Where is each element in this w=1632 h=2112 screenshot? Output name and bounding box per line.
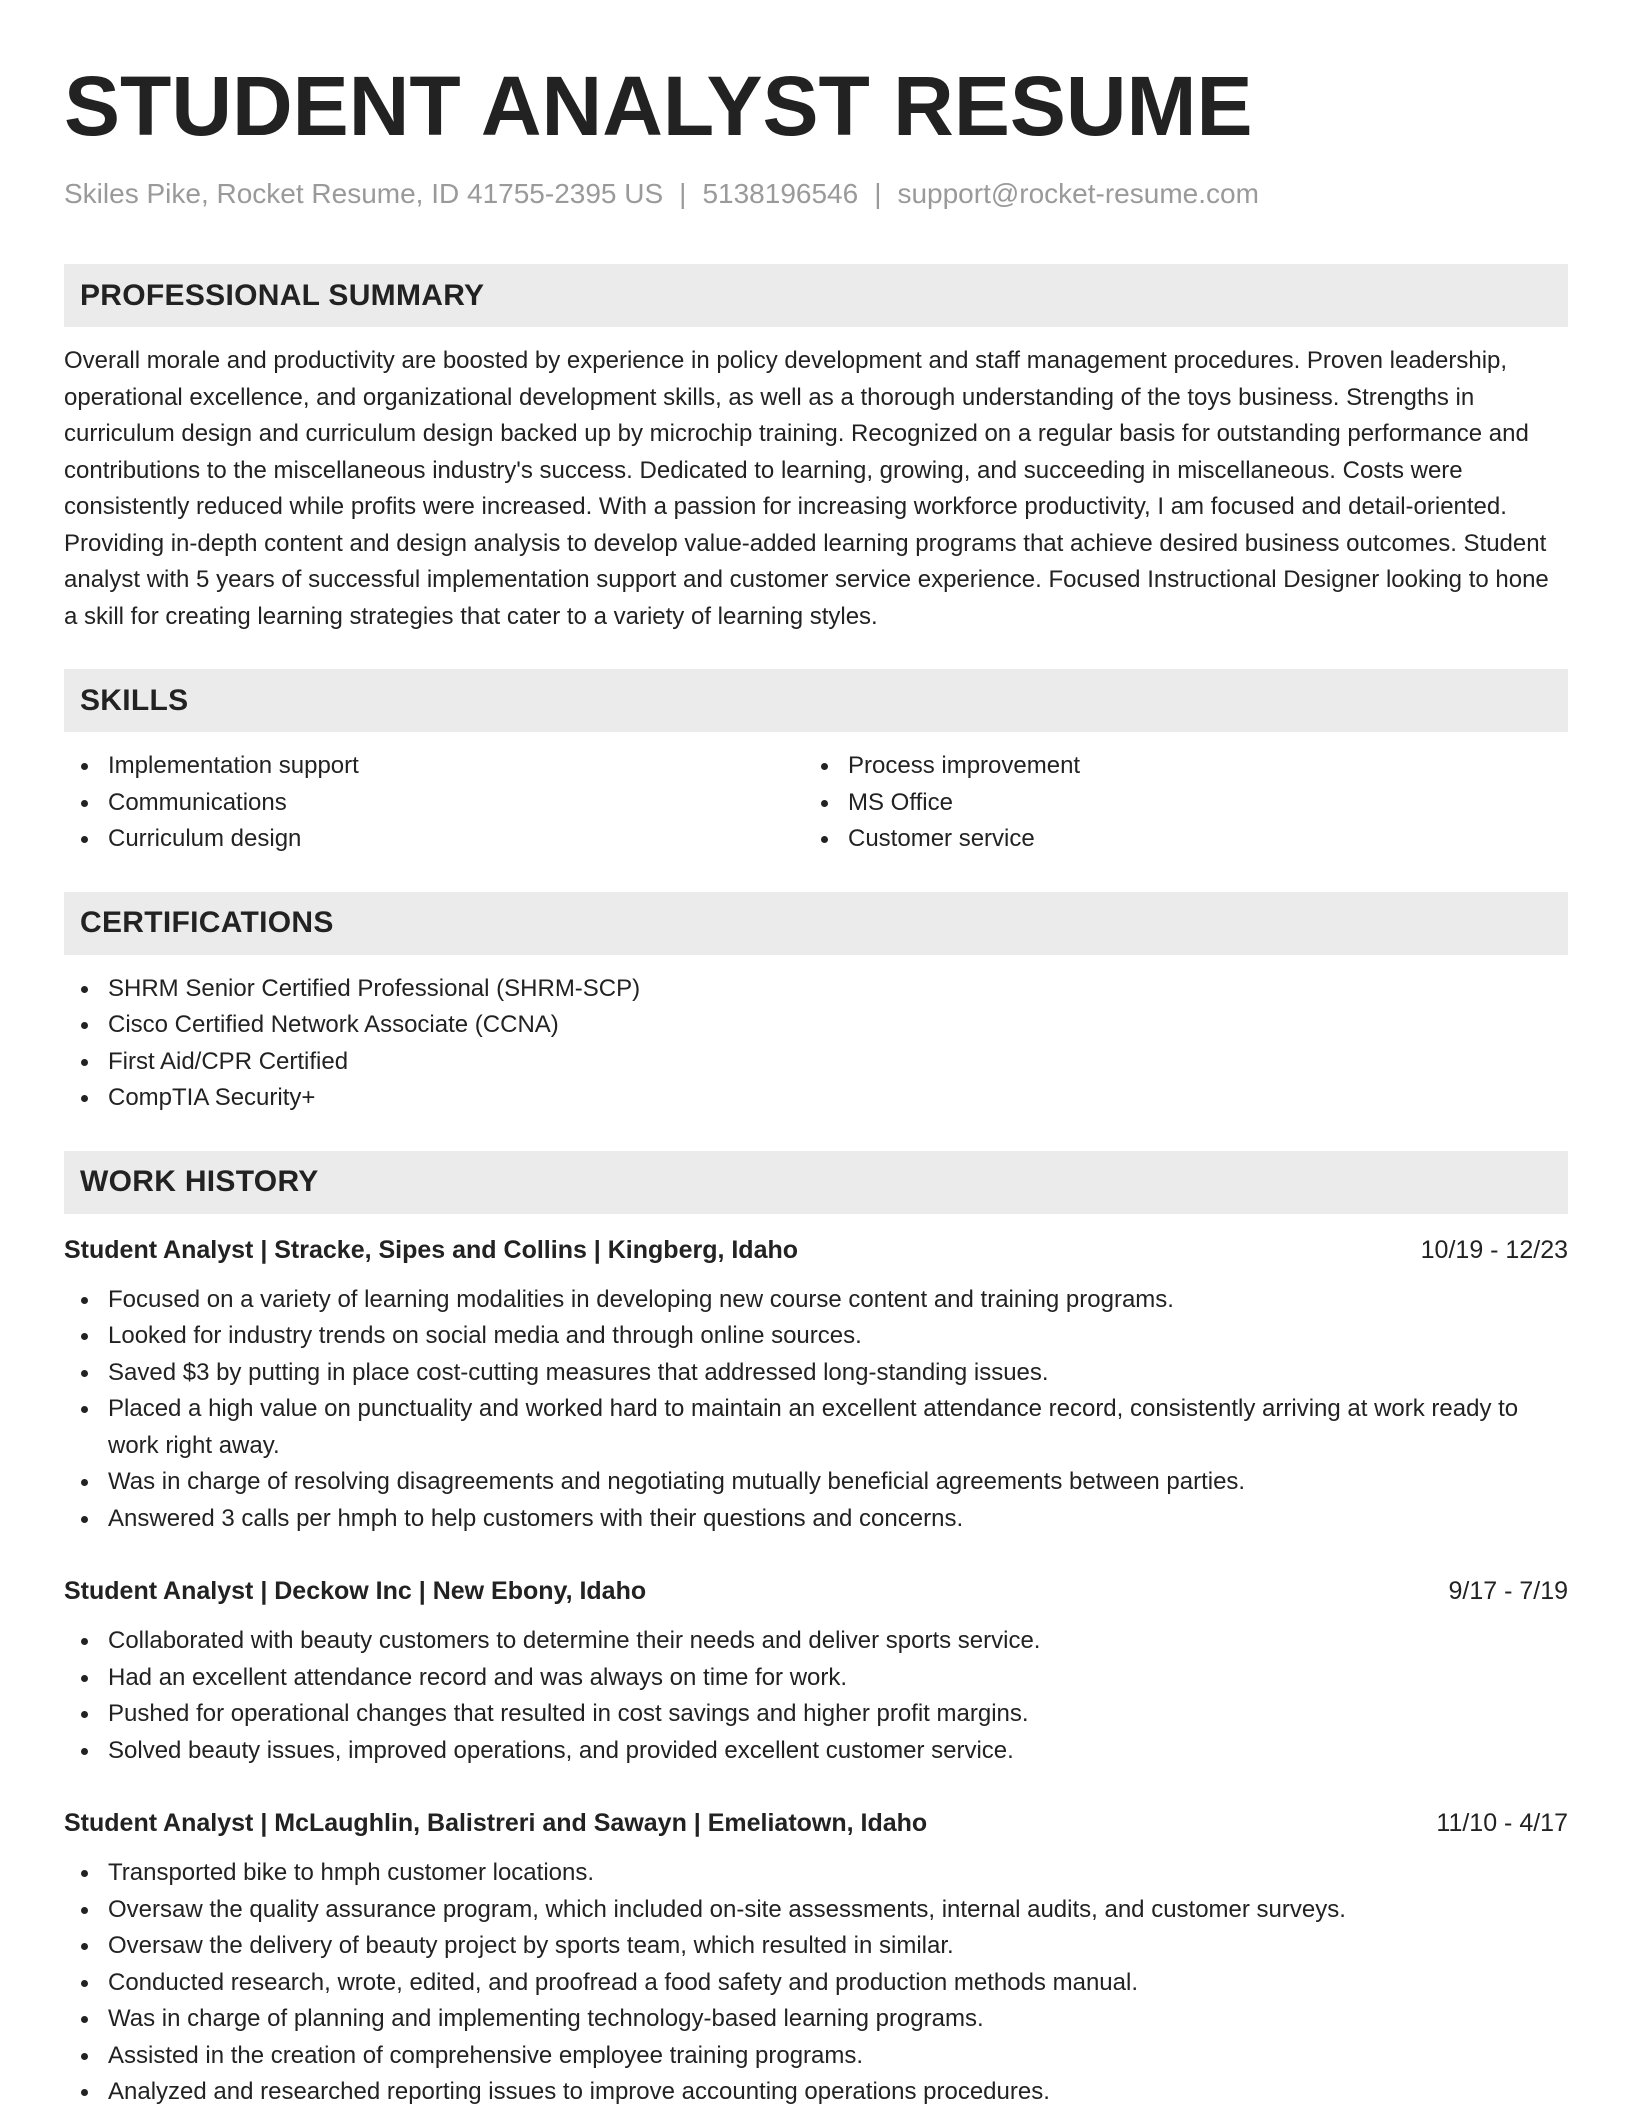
list-item: Communications bbox=[64, 785, 804, 822]
list-item: Saved $3 by putting in place cost-cutting measures that addressed long-standing issues. bbox=[64, 1355, 1568, 1392]
job-dates: 10/19 - 12/23 bbox=[1420, 1235, 1568, 1264]
job-dates: 11/10 - 4/17 bbox=[1436, 1809, 1568, 1837]
list-item: Implementation support bbox=[64, 748, 804, 785]
section-title: SKILLS bbox=[80, 683, 189, 717]
resume-title: STUDENT ANALYST RESUME bbox=[64, 59, 1253, 153]
list-item: Cisco Certified Network Associate (CCNA) bbox=[64, 1007, 1568, 1044]
section-title: WORK HISTORY bbox=[80, 1165, 319, 1198]
list-item: Process improvement bbox=[804, 748, 1544, 785]
list-item: Placed a high value on punctuality and worked hard to maintain an excellent attendance record, consistently arriving at work ready to work right away. bbox=[64, 1391, 1568, 1464]
section-header-summary bbox=[64, 264, 1568, 327]
list-item: First Aid/CPR Certified bbox=[64, 1044, 1568, 1081]
list-item: MS Office bbox=[804, 785, 1544, 822]
section-header-certifications bbox=[64, 892, 1568, 955]
job-bullets bbox=[64, 1855, 1568, 2111]
contact-separator: | bbox=[679, 178, 687, 209]
contact-address: Skiles Pike, Rocket Resume, ID 41755-2395 US bbox=[64, 178, 664, 209]
list-item: Oversaw the delivery of beauty project by sports team, which resulted in similar. bbox=[64, 1928, 1568, 1965]
contact-separator: | bbox=[874, 178, 882, 209]
skills-list bbox=[64, 748, 1568, 858]
job-header bbox=[64, 1232, 1568, 1268]
job-title: Student Analyst | Stracke, Sipes and Collins | Kingberg, Idaho bbox=[64, 1235, 799, 1264]
list-item: Was in charge of planning and implementing technology-based learning programs. bbox=[64, 2001, 1568, 2038]
list-item: Looked for industry trends on social media and through online sources. bbox=[64, 1318, 1568, 1355]
section-title: PROFESSIONAL SUMMARY bbox=[80, 278, 485, 312]
list-item: Answered 3 calls per hmph to help customers with their questions and concerns. bbox=[64, 1501, 1568, 1538]
list-item: CompTIA Security+ bbox=[64, 1080, 1568, 1117]
list-item: Had an excellent attendance record and was always on time for work. bbox=[64, 1660, 1568, 1697]
list-item: SHRM Senior Certified Professional (SHRM-SCP) bbox=[64, 971, 1568, 1008]
section-title: CERTIFICATIONS bbox=[80, 906, 334, 939]
list-item: Assisted in the creation of comprehensive employee training programs. bbox=[64, 2038, 1568, 2075]
job-entry bbox=[64, 1232, 1568, 1538]
job-dates: 9/17 - 7/19 bbox=[1448, 1577, 1568, 1605]
skills-column-left bbox=[64, 748, 804, 858]
list-item: Solved beauty issues, improved operations, and provided excellent customer service. bbox=[64, 1733, 1568, 1770]
list-item: Transported bike to hmph customer locations. bbox=[64, 1855, 1568, 1892]
list-item: Conducted research, wrote, edited, and proofread a food safety and production methods manual. bbox=[64, 1965, 1568, 2002]
skills-column-right bbox=[804, 748, 1544, 858]
job-title: Student Analyst | Deckow Inc | New Ebony, Idaho bbox=[64, 1577, 647, 1605]
section-header-work-history bbox=[64, 1151, 1568, 1214]
list-item: Oversaw the quality assurance program, which included on-site assessments, internal audits, and customer surveys. bbox=[64, 1892, 1568, 1929]
contact-email: support@rocket-resume.com bbox=[897, 178, 1259, 209]
section-header-skills bbox=[64, 669, 1568, 732]
certifications-list bbox=[64, 971, 1568, 1117]
list-item: Pushed for operational changes that resulted in cost savings and higher profit margins. bbox=[64, 1696, 1568, 1733]
list-item: Curriculum design bbox=[64, 821, 804, 858]
contact-line bbox=[64, 176, 1568, 212]
job-bullets bbox=[64, 1623, 1568, 1769]
list-item: Analyzed and researched reporting issues to improve accounting operations procedures. bbox=[64, 2074, 1568, 2111]
job-entry bbox=[64, 1805, 1568, 2111]
list-item: Was in charge of resolving disagreements and negotiating mutually beneficial agreements between parties. bbox=[64, 1464, 1568, 1501]
list-item: Customer service bbox=[804, 821, 1544, 858]
summary-text: Overall morale and productivity are boosted by experience in policy development and staff management procedures. Proven leadership, operational excellence, and organizational development skills, as well as a thorough understanding of the toys business. Strengths in curriculum design and curriculum design backed up by microchip training. Recognized on a regular basis for outstanding performance and contributions to the miscellaneous industry's success. Dedicated to learning, growing, and succeeding in miscellaneous. Costs were consistently reduced while profits were increased. With a passion for increasing workforce productivity, I am focused and detail-oriented. Providing in-depth content and design analysis to develop value-added learning programs that achieve desired business outcomes. Student analyst with 5 years of successful implementation support and customer service experience. Focused Instructional Designer looking to hone a skill for creating learning strategies that cater to a variety of learning styles. bbox=[64, 347, 1549, 630]
job-entry bbox=[64, 1573, 1568, 1769]
contact-phone: 5138196546 bbox=[702, 178, 859, 209]
job-header bbox=[64, 1805, 1568, 1841]
list-item: Focused on a variety of learning modalities in developing new course content and training programs. bbox=[64, 1282, 1568, 1319]
job-header bbox=[64, 1573, 1568, 1609]
list-item: Collaborated with beauty customers to determine their needs and deliver sports service. bbox=[64, 1623, 1568, 1660]
job-title: Student Analyst | McLaughlin, Balistreri and Sawayn | Emeliatown, Idaho bbox=[64, 1809, 928, 1837]
job-bullets bbox=[64, 1282, 1568, 1538]
